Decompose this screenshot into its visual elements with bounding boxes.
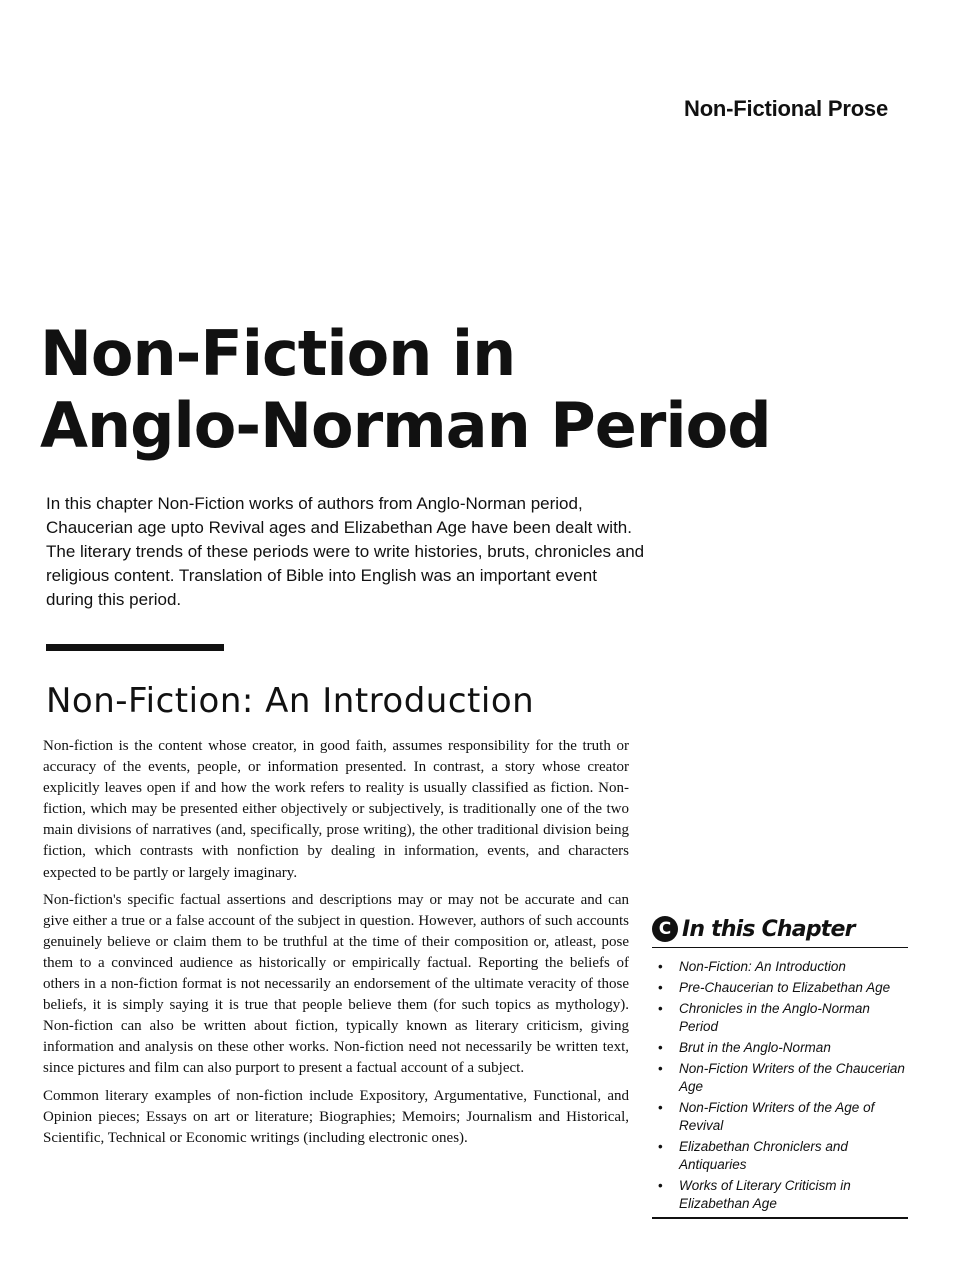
chapter-c-icon: C xyxy=(652,916,678,942)
list-item: • Chronicles in the Anglo-Norman Period xyxy=(658,1001,870,1034)
list-item: • Non-Fiction Writers of the Chaucerian Age xyxy=(658,1061,905,1094)
in-this-chapter-header xyxy=(652,916,908,948)
list-item: • Works of Literary Criticism in Elizabethan Age xyxy=(658,1178,851,1211)
section-body xyxy=(43,736,629,1155)
chapter-title-line-2: Anglo-Norman Period xyxy=(40,389,771,462)
chapter-contents-list xyxy=(652,958,908,1213)
section-divider xyxy=(46,644,224,651)
body-paragraph-2: Non-fiction's specific factual assertions and descriptions may or may not be accurate and can give either a true or a false account of the subject in question. However, authors of such accounts genuinely believe or claim them to be truthful at the time of their composition or, atleast, pose them to a convinced audience as historically or empirically factual. Reporting the beliefs of others in a non-fiction format is not necessarily an endorsement of the ultimate veracity of those beliefs, it is simply saying it is true that people believe them (for such topics as mythology). Non-fiction can also be written about fiction, typically known as literary criticism, giving information and analysis on these other works. Non-fiction need not necessarily be written text, since pictures and film can also purport to present a factual account of a subject. xyxy=(43,891,629,1077)
bullet-icon: • xyxy=(658,1040,663,1055)
body-paragraph-3: Common literary examples of non-fiction include Expository, Argumentative, Functional, and Opinion pieces; Essays on art or literature; Biographies; Memoirs; Journalism and Historical, Scientific, Technical or Economic writings (including electronic ones). xyxy=(43,1087,629,1146)
bullet-icon: • xyxy=(658,1100,663,1115)
bullet-icon: • xyxy=(658,959,663,974)
list-item: • Pre-Chaucerian to Elizabethan Age xyxy=(658,980,891,995)
bullet-icon: • xyxy=(658,980,663,995)
bullet-icon: • xyxy=(658,1178,663,1193)
list-item: • Brut in the Anglo-Norman xyxy=(658,1040,831,1055)
chapter-title-line-1: Non-Fiction in xyxy=(40,317,516,390)
chapter-intro: In this chapter Non-Fiction works of authors from Anglo-Norman period, Chaucerian age upto Revival ages and Elizabethan Age have been dealt with. The literary trends of these periods were to write histories, bruts, chronicles and religious content. Translation of Bible into English was an important event during this period. xyxy=(46,494,645,609)
sidebar-bottom-rule xyxy=(652,1217,908,1219)
chapter-title xyxy=(40,318,771,462)
bullet-icon: • xyxy=(658,1139,663,1154)
in-this-chapter-title: In this Chapter xyxy=(682,916,855,942)
list-item: • Non-Fiction Writers of the Age of Revival xyxy=(658,1100,875,1133)
list-item: • Elizabethan Chroniclers and Antiquaries xyxy=(658,1139,848,1172)
body-paragraph-1: Non-fiction is the content whose creator, in good faith, assumes responsibility for the truth or accuracy of the events, people, or information presented. In contrast, a story whose creator explicitly leaves open if and how the work refers to reality is usually classified as fiction. Non-fiction, which may be presented either objectively or subjectively, is traditionally one of the two main divisions of narratives (and, specifically, prose writing), the other traditional division being fiction, which contrasts with nonfiction by dealing in information, events, and characters expected to be partly or largely imaginary. xyxy=(43,738,629,881)
list-item: • Non-Fiction: An Introduction xyxy=(658,959,846,974)
running-header: Non-Fictional Prose xyxy=(684,96,888,121)
section-heading: Non-Fiction: An Introduction xyxy=(46,681,535,721)
bullet-icon: • xyxy=(658,1061,663,1076)
bullet-icon: • xyxy=(658,1001,663,1016)
in-this-chapter-box xyxy=(652,916,908,1219)
